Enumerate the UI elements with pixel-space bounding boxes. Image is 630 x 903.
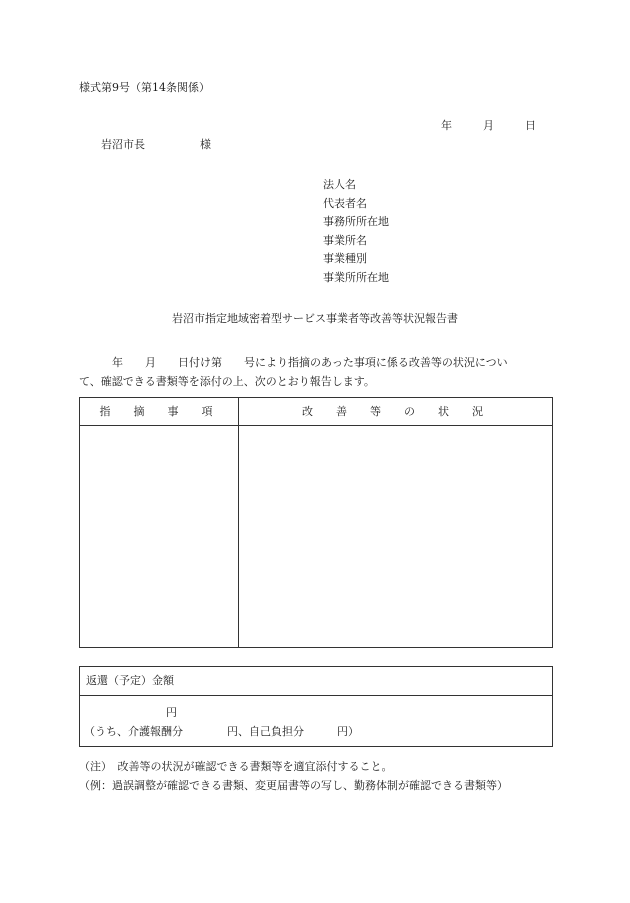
addressee: 岩沼市長 様 — [101, 138, 211, 151]
column-header-pointed-items: 指 摘 事 項 — [99, 405, 219, 418]
pointed-items-cell[interactable] — [80, 426, 238, 647]
field-office-address: 事務所所在地 — [323, 215, 389, 229]
form-number: 様式第9号（第14条関係） — [79, 81, 210, 94]
refund-amount-box — [79, 666, 553, 747]
intro-paragraph — [79, 353, 554, 391]
column-header-improvement-status: 改 善 等 の 状 況 — [302, 405, 489, 418]
note-line-2: （例：過誤調整が確認できる書類、変更届書等の写し、勤務体制が確認できる書類等） — [79, 779, 508, 792]
date-year-label: 年 — [441, 119, 452, 132]
notes — [79, 757, 508, 795]
improvement-status-cell[interactable] — [239, 426, 552, 647]
date-month-label: 月 — [483, 119, 494, 132]
note-line-1: （注） 改善等の状況が確認できる書類等を適宜添付すること。 — [79, 760, 393, 773]
field-facility-name: 事業所名 — [323, 233, 367, 247]
refund-amount-field[interactable]: 円 — [166, 706, 177, 719]
refund-breakdown: （うち、介護報酬分 円、自己負担分 円） — [84, 725, 359, 738]
date-day-label: 日 — [525, 119, 536, 132]
intro-line-1: 年 月 日付け第 号により指摘のあった事項に係る改善等の状況につい — [79, 356, 508, 369]
submission-date — [441, 120, 536, 131]
refund-amount-label: 返還（予定）金額 — [86, 674, 174, 687]
submitter-fields — [323, 176, 389, 288]
intro-line-2: て、確認できる書類等を添付の上、次のとおり報告します。 — [79, 375, 375, 388]
field-corporation-name: 法人名 — [323, 178, 356, 191]
document-title: 岩沼市指定地域密着型サービス事業者等改善等状況報告書 — [172, 312, 458, 325]
field-business-type: 事業種別 — [323, 252, 367, 266]
refund-amount-header — [80, 667, 552, 696]
improvement-table — [79, 397, 553, 648]
field-representative-name: 代表者名 — [323, 196, 367, 210]
field-facility-address: 事業所所在地 — [323, 270, 389, 284]
